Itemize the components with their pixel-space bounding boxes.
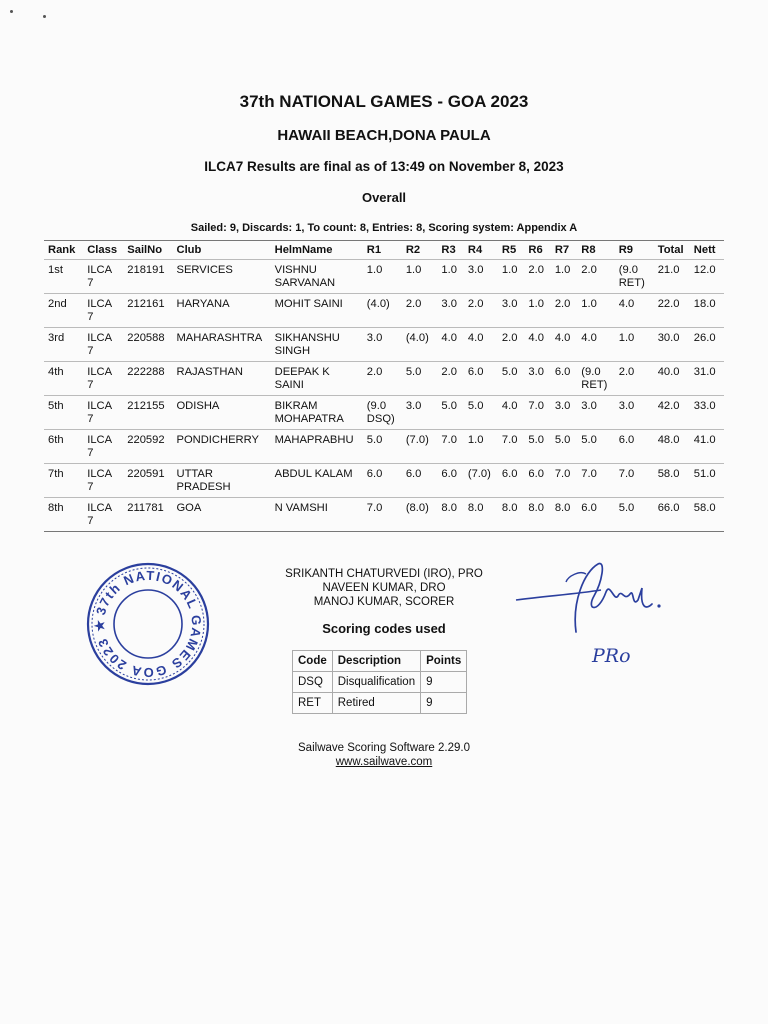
cell-nett: 58.0 — [690, 498, 724, 532]
cell-class: ILCA 7 — [83, 260, 123, 294]
cell-r9: 2.0 — [615, 362, 654, 396]
cell-r5: 3.0 — [498, 294, 524, 328]
cell-nett: 26.0 — [690, 328, 724, 362]
cell-nett: 31.0 — [690, 362, 724, 396]
column-header-r8: R8 — [577, 241, 614, 260]
codes-cell-description: Retired — [332, 693, 420, 714]
cell-r8: 1.0 — [577, 294, 614, 328]
cell-r6: 6.0 — [524, 464, 550, 498]
cell-r5: 4.0 — [498, 396, 524, 430]
cell-r9: 5.0 — [615, 498, 654, 532]
cell-r5: 7.0 — [498, 430, 524, 464]
cell-helmname: MOHIT SAINI — [271, 294, 363, 328]
cell-r6: 1.0 — [524, 294, 550, 328]
codes-header-code: Code — [293, 651, 333, 672]
cell-r2: (4.0) — [402, 328, 438, 362]
cell-helmname: MAHAPRABHU — [271, 430, 363, 464]
cell-r5: 5.0 — [498, 362, 524, 396]
cell-r8: 4.0 — [577, 328, 614, 362]
results-table — [44, 240, 724, 532]
table-row — [44, 430, 724, 464]
cell-r4: 3.0 — [464, 260, 498, 294]
scoring-codes-table — [292, 650, 467, 714]
cell-total: 22.0 — [654, 294, 690, 328]
cell-r3: 2.0 — [437, 362, 463, 396]
cell-club: UTTAR PRADESH — [172, 464, 270, 498]
cell-r7: 3.0 — [551, 396, 577, 430]
cell-sailno: 211781 — [123, 498, 172, 532]
cell-r6: 8.0 — [524, 498, 550, 532]
cell-rank: 8th — [44, 498, 83, 532]
scan-speck — [10, 10, 13, 13]
software-name: Sailwave Scoring Software 2.29.0 — [298, 742, 470, 754]
cell-r3: 3.0 — [437, 294, 463, 328]
cell-r2: 6.0 — [402, 464, 438, 498]
results-header-row — [44, 241, 724, 260]
software-credit — [234, 741, 534, 769]
cell-r5: 8.0 — [498, 498, 524, 532]
cell-r4: 4.0 — [464, 328, 498, 362]
scoring-codes-title: Scoring codes used — [322, 621, 446, 636]
cell-r6: 4.0 — [524, 328, 550, 362]
cell-r8: 5.0 — [577, 430, 614, 464]
cell-nett: 33.0 — [690, 396, 724, 430]
cell-r2: 2.0 — [402, 294, 438, 328]
column-header-r1: R1 — [363, 241, 402, 260]
cell-helmname: VISHNU SARVANAN — [271, 260, 363, 294]
cell-r2: 3.0 — [402, 396, 438, 430]
cell-class: ILCA 7 — [83, 328, 123, 362]
cell-rank: 7th — [44, 464, 83, 498]
results-body — [44, 260, 724, 532]
cell-club: PONDICHERRY — [172, 430, 270, 464]
cell-r8: 2.0 — [577, 260, 614, 294]
table-row — [44, 260, 724, 294]
cell-r1: 5.0 — [363, 430, 402, 464]
cell-helmname: DEEPAK K SAINI — [271, 362, 363, 396]
cell-club: GOA — [172, 498, 270, 532]
cell-rank: 4th — [44, 362, 83, 396]
stamp-text: 37th NATIONAL GAMES GOA 2023 ★ — [91, 567, 205, 681]
column-header-r7: R7 — [551, 241, 577, 260]
cell-r1: (9.0 DSQ) — [363, 396, 402, 430]
cell-sailno: 222288 — [123, 362, 172, 396]
cell-r5: 2.0 — [498, 328, 524, 362]
cell-class: ILCA 7 — [83, 430, 123, 464]
cell-sailno: 212161 — [123, 294, 172, 328]
column-header-club: Club — [172, 241, 270, 260]
svg-text:37th NATIONAL GAMES GOA 2023 ★ — [92, 568, 204, 680]
cell-r6: 3.0 — [524, 362, 550, 396]
column-header-sailno: SailNo — [123, 241, 172, 260]
cell-sailno: 218191 — [123, 260, 172, 294]
cell-total: 48.0 — [654, 430, 690, 464]
codes-header-row — [293, 651, 467, 672]
codes-body — [293, 672, 467, 714]
codes-cell-points: 9 — [421, 672, 467, 693]
cell-r7: 6.0 — [551, 362, 577, 396]
cell-r6: 2.0 — [524, 260, 550, 294]
signature-annotation: PRo — [592, 645, 631, 667]
cell-r1: 2.0 — [363, 362, 402, 396]
cell-r1: 7.0 — [363, 498, 402, 532]
cell-nett: 51.0 — [690, 464, 724, 498]
cell-r3: 4.0 — [437, 328, 463, 362]
column-header-nett: Nett — [690, 241, 724, 260]
official-stamp — [85, 561, 211, 687]
page-title: 37th NATIONAL GAMES - GOA 2023 — [239, 92, 529, 111]
codes-cell-points: 9 — [421, 693, 467, 714]
cell-club: HARYANA — [172, 294, 270, 328]
codes-cell-code: RET — [293, 693, 333, 714]
table-row — [44, 396, 724, 430]
cell-class: ILCA 7 — [83, 362, 123, 396]
cell-total: 42.0 — [654, 396, 690, 430]
cell-r4: 1.0 — [464, 430, 498, 464]
cell-r2: (8.0) — [402, 498, 438, 532]
cell-r9: 3.0 — [615, 396, 654, 430]
cell-r4: (7.0) — [464, 464, 498, 498]
cell-helmname: SIKHANSHU SINGH — [271, 328, 363, 362]
column-header-helmname: HelmName — [271, 241, 363, 260]
cell-nett: 41.0 — [690, 430, 724, 464]
cell-r1: 6.0 — [363, 464, 402, 498]
cell-r3: 7.0 — [437, 430, 463, 464]
column-header-r9: R9 — [615, 241, 654, 260]
codes-header-points: Points — [421, 651, 467, 672]
cell-r3: 1.0 — [437, 260, 463, 294]
cell-class: ILCA 7 — [83, 396, 123, 430]
cell-r4: 6.0 — [464, 362, 498, 396]
official-line-2: NAVEEN KUMAR, DRO — [322, 582, 446, 594]
cell-r9: 6.0 — [615, 430, 654, 464]
cell-sailno: 220588 — [123, 328, 172, 362]
cell-r3: 5.0 — [437, 396, 463, 430]
cell-r8: 6.0 — [577, 498, 614, 532]
cell-club: RAJASTHAN — [172, 362, 270, 396]
results-status: ILCA7 Results are final as of 13:49 on November 8, 2023 — [204, 159, 564, 174]
cell-club: ODISHA — [172, 396, 270, 430]
codes-cell-description: Disqualification — [332, 672, 420, 693]
cell-r1: 1.0 — [363, 260, 402, 294]
column-header-r6: R6 — [524, 241, 550, 260]
cell-class: ILCA 7 — [83, 464, 123, 498]
codes-row — [293, 693, 467, 714]
column-header-rank: Rank — [44, 241, 83, 260]
cell-r4: 8.0 — [464, 498, 498, 532]
venue-subtitle: HAWAII BEACH,DONA PAULA — [277, 127, 491, 144]
cell-r8: (9.0 RET) — [577, 362, 614, 396]
cell-total: 21.0 — [654, 260, 690, 294]
cell-sailno: 220592 — [123, 430, 172, 464]
cell-r8: 7.0 — [577, 464, 614, 498]
cell-r8: 3.0 — [577, 396, 614, 430]
cell-total: 66.0 — [654, 498, 690, 532]
cell-r4: 5.0 — [464, 396, 498, 430]
cell-rank: 6th — [44, 430, 83, 464]
scan-speck — [43, 15, 46, 18]
column-header-r4: R4 — [464, 241, 498, 260]
cell-r1: (4.0) — [363, 294, 402, 328]
cell-r9: 1.0 — [615, 328, 654, 362]
cell-r7: 2.0 — [551, 294, 577, 328]
cell-r6: 7.0 — [524, 396, 550, 430]
cell-r9: 7.0 — [615, 464, 654, 498]
cell-r7: 1.0 — [551, 260, 577, 294]
cell-r7: 8.0 — [551, 498, 577, 532]
cell-r7: 5.0 — [551, 430, 577, 464]
table-row — [44, 294, 724, 328]
cell-sailno: 212155 — [123, 396, 172, 430]
cell-total: 58.0 — [654, 464, 690, 498]
cell-r6: 5.0 — [524, 430, 550, 464]
cell-total: 40.0 — [654, 362, 690, 396]
column-header-class: Class — [83, 241, 123, 260]
cell-r5: 1.0 — [498, 260, 524, 294]
cell-rank: 5th — [44, 396, 83, 430]
cell-club: MAHARASHTRA — [172, 328, 270, 362]
section-heading: Overall — [361, 190, 407, 205]
cell-r2: 5.0 — [402, 362, 438, 396]
race-officials — [234, 567, 534, 609]
cell-rank: 3rd — [44, 328, 83, 362]
official-line-3: MANOJ KUMAR, SCORER — [313, 596, 455, 608]
cell-rank: 2nd — [44, 294, 83, 328]
table-row — [44, 464, 724, 498]
cell-r7: 7.0 — [551, 464, 577, 498]
column-header-r2: R2 — [402, 241, 438, 260]
cell-sailno: 220591 — [123, 464, 172, 498]
series-summary: Sailed: 9, Discards: 1, To count: 8, Entries: 8, Scoring system: Appendix A — [190, 222, 578, 234]
table-row — [44, 498, 724, 532]
table-row — [44, 362, 724, 396]
cell-class: ILCA 7 — [83, 498, 123, 532]
cell-r1: 3.0 — [363, 328, 402, 362]
cell-r5: 6.0 — [498, 464, 524, 498]
codes-cell-code: DSQ — [293, 672, 333, 693]
cell-club: SERVICES — [172, 260, 270, 294]
cell-r4: 2.0 — [464, 294, 498, 328]
cell-r9: (9.0 RET) — [615, 260, 654, 294]
sailwave-link[interactable]: www.sailwave.com — [335, 756, 433, 768]
cell-total: 30.0 — [654, 328, 690, 362]
cell-nett: 12.0 — [690, 260, 724, 294]
table-row — [44, 328, 724, 362]
cell-helmname: ABDUL KALAM — [271, 464, 363, 498]
column-header-r5: R5 — [498, 241, 524, 260]
cell-r2: (7.0) — [402, 430, 438, 464]
cell-helmname: BIKRAM MOHAPATRA — [271, 396, 363, 430]
column-header-total: Total — [654, 241, 690, 260]
cell-nett: 18.0 — [690, 294, 724, 328]
cell-class: ILCA 7 — [83, 294, 123, 328]
cell-helmname: N VAMSHI — [271, 498, 363, 532]
official-line-1: SRIKANTH CHATURVEDI (IRO), PRO — [285, 568, 483, 580]
cell-r2: 1.0 — [402, 260, 438, 294]
codes-row — [293, 672, 467, 693]
cell-r3: 6.0 — [437, 464, 463, 498]
cell-rank: 1st — [44, 260, 83, 294]
cell-r9: 4.0 — [615, 294, 654, 328]
codes-header-description: Description — [332, 651, 420, 672]
cell-r7: 4.0 — [551, 328, 577, 362]
cell-r3: 8.0 — [437, 498, 463, 532]
column-header-r3: R3 — [437, 241, 463, 260]
